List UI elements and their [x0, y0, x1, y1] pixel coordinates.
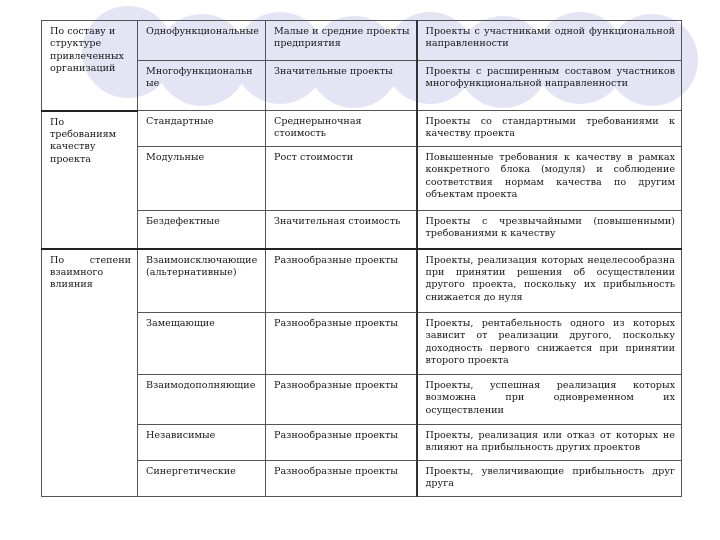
- description-text: Повышенные требования к качеству в рамках конкретного блока (модуля) и соблюдение соответствия нормам качества по другим объектам проекта: [425, 152, 675, 201]
- table-row: [42, 375, 682, 425]
- project-type-label: Стандартные: [146, 116, 214, 127]
- description-cell: [417, 21, 682, 61]
- classification-criterion: [42, 21, 138, 111]
- project-type-label: Взаимоисключающие (альтернативные): [146, 254, 258, 278]
- classification-criterion: [42, 249, 138, 497]
- project-type-cell: [138, 147, 266, 211]
- cost-effect-label: Разнообразные проекты: [274, 430, 398, 441]
- description-cell: [417, 313, 682, 375]
- cost-effect-cell: [266, 425, 417, 461]
- table-row: [42, 425, 682, 461]
- project-type-cell: [138, 425, 266, 461]
- description-cell: [417, 111, 682, 147]
- cost-effect-cell: [266, 461, 417, 497]
- description-cell: [417, 61, 682, 111]
- description-cell: [417, 211, 682, 249]
- cost-effect-label: Разнообразные проекты: [274, 380, 398, 391]
- project-type-label: Однофункциональные: [146, 26, 259, 37]
- project-type-label: Синергетические: [146, 466, 236, 477]
- project-classification-table: [41, 20, 682, 497]
- table-row: [42, 61, 682, 111]
- cost-effect-cell: [266, 211, 417, 249]
- table-row: [42, 111, 682, 147]
- cost-effect-label: Малые и средние проекты предприятия: [274, 26, 410, 50]
- project-type-cell: [138, 313, 266, 375]
- description-cell: [417, 249, 682, 313]
- description-text: Проекты, успешная реализация которых возможна при одновременном их осуществлении: [425, 380, 675, 416]
- cost-effect-cell: [266, 375, 417, 425]
- cost-effect-label: Разнообразные проекты: [274, 318, 398, 329]
- cost-effect-label: Рост стоимости: [274, 152, 354, 163]
- description-text: Проекты со стандартными требованиями к качеству проекта: [425, 116, 675, 140]
- cost-effect-cell: [266, 111, 417, 147]
- project-type-label: Независимые: [146, 430, 216, 441]
- project-type-cell: [138, 61, 266, 111]
- table-row: [42, 21, 682, 61]
- cost-effect-label: Разнообразные проекты: [274, 254, 398, 266]
- project-type-cell: [138, 375, 266, 425]
- table-row: [42, 147, 682, 211]
- cost-effect-label: Разнообразные проекты: [274, 466, 398, 477]
- project-type-cell: [138, 249, 266, 313]
- project-type-label: Многофункциональные: [146, 66, 253, 90]
- description-text: Проекты, рентабельность одного из которых зависит от реализации другого, поскольку доходность первого снижается при принятии второго проекта: [425, 318, 675, 367]
- cost-effect-cell: [266, 313, 417, 375]
- cost-effect-label: Значительная стоимость: [274, 216, 401, 227]
- project-type-label: Взаимодополняющие: [146, 380, 256, 391]
- project-type-label: Бездефектные: [146, 216, 220, 227]
- project-type-cell: [138, 461, 266, 497]
- cost-effect-cell: [266, 21, 417, 61]
- cost-effect-label: Значительные проекты: [274, 66, 393, 77]
- description-cell: [417, 147, 682, 211]
- project-type-cell: [138, 111, 266, 147]
- description-text: Проекты с чрезвычайными (повышенными) требованиями к качеству: [425, 216, 675, 240]
- project-type-label: Модульные: [146, 152, 205, 163]
- project-type-cell: [138, 21, 266, 61]
- description-text: Проекты, реализация или отказ от которых не влияют на прибыльность других проектов: [425, 430, 675, 454]
- cost-effect-cell: [266, 61, 417, 111]
- criterion-label: По требованиям качеству проекта: [50, 116, 117, 165]
- table-row: [42, 211, 682, 249]
- criterion-label: По степени взаимного влияния: [50, 254, 131, 291]
- description-text: Проекты, реализация которых нецелесообразна при принятии решения об осуществлении другого проекта, поскольку их прибыльность снижается до нуля: [425, 254, 675, 303]
- description-text: Проекты с участниками одной функциональной направленности: [425, 26, 675, 50]
- project-type-cell: [138, 211, 266, 249]
- cost-effect-cell: [266, 249, 417, 313]
- description-cell: [417, 425, 682, 461]
- classification-criterion: [42, 111, 138, 249]
- description-text: Проекты с расширенным составом участников многофункциональной направленности: [425, 66, 675, 90]
- project-type-label: Замещающие: [146, 318, 215, 329]
- table-row: [42, 249, 682, 313]
- table-row: [42, 461, 682, 497]
- cost-effect-label: Среднерыночная стоимость: [274, 116, 362, 140]
- description-cell: [417, 461, 682, 497]
- cost-effect-cell: [266, 147, 417, 211]
- table-row: [42, 313, 682, 375]
- description-text: Проекты, увеличивающие прибыльность друг друга: [425, 466, 675, 490]
- description-cell: [417, 375, 682, 425]
- criterion-label: По составу и структуре привлеченных организаций: [50, 26, 124, 75]
